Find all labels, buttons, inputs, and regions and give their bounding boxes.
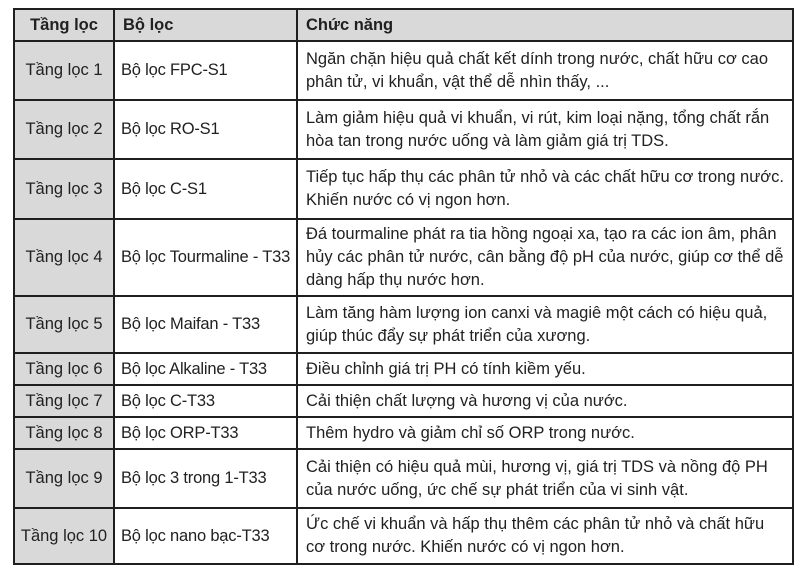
table-row (14, 219, 793, 296)
cell-filter: Bộ lọc C-S1 (114, 159, 297, 219)
cell-function: Cải thiện có hiệu quả mùi, hương vị, giá trị TDS và nồng độ PH của nước uống, ức chế sự phát triển của vi sinh vật. (297, 449, 793, 508)
cell-filter: Bộ lọc FPC-S1 (114, 41, 297, 100)
cell-stage: Tầng lọc 3 (14, 159, 114, 219)
cell-function: Cải thiện chất lượng và hương vị của nước. (297, 385, 793, 417)
cell-stage: Tầng lọc 2 (14, 100, 114, 159)
table-row (14, 508, 793, 564)
table-row (14, 353, 793, 385)
cell-stage: Tầng lọc 9 (14, 449, 114, 508)
cell-function: Đá tourmaline phát ra tia hồng ngoại xa, tạo ra các ion âm, phân hủy các phân tử nước, cân bằng độ pH của nước, giúp cơ thể dễ dàng hấp thụ nước hơn. (297, 219, 793, 296)
cell-filter: Bộ lọc Tourmaline - T33 (114, 219, 297, 296)
cell-stage: Tầng lọc 7 (14, 385, 114, 417)
cell-filter: Bộ lọc C-T33 (114, 385, 297, 417)
table-row (14, 449, 793, 508)
column-header-stage: Tầng lọc (14, 9, 114, 41)
cell-filter: Bộ lọc ORP-T33 (114, 417, 297, 449)
header-row (14, 9, 793, 41)
cell-function: Làm giảm hiệu quả vi khuẩn, vi rút, kim loại nặng, tổng chất rắn hòa tan trong nước uống và làm giảm giá trị TDS. (297, 100, 793, 159)
table-row (14, 296, 793, 353)
column-header-function: Chức năng (297, 9, 793, 41)
cell-filter: Bộ lọc Maifan - T33 (114, 296, 297, 353)
cell-filter: Bộ lọc Alkaline - T33 (114, 353, 297, 385)
filter-stages-table (13, 8, 794, 565)
cell-function: Tiếp tục hấp thụ các phân tử nhỏ và các chất hữu cơ trong nước. Khiến nước có vị ngon hơn. (297, 159, 793, 219)
cell-stage: Tầng lọc 4 (14, 219, 114, 296)
table-row (14, 417, 793, 449)
cell-filter: Bộ lọc 3 trong 1-T33 (114, 449, 297, 508)
filter-stages-table-container (13, 8, 792, 565)
column-header-filter: Bộ lọc (114, 9, 297, 41)
cell-function: Điều chỉnh giá trị PH có tính kiềm yếu. (297, 353, 793, 385)
cell-stage: Tầng lọc 6 (14, 353, 114, 385)
table-row (14, 159, 793, 219)
table-row (14, 385, 793, 417)
cell-filter: Bộ lọc RO-S1 (114, 100, 297, 159)
cell-function: Ức chế vi khuẩn và hấp thụ thêm các phân tử nhỏ và chất hữu cơ trong nước. Khiến nước có vị ngon hơn. (297, 508, 793, 564)
cell-function: Thêm hydro và giảm chỉ số ORP trong nước. (297, 417, 793, 449)
cell-function: Ngăn chặn hiệu quả chất kết dính trong nước, chất hữu cơ cao phân tử, vi khuẩn, vật thể dễ nhìn thấy, ... (297, 41, 793, 100)
cell-filter: Bộ lọc nano bạc-T33 (114, 508, 297, 564)
cell-stage: Tầng lọc 10 (14, 508, 114, 564)
cell-stage: Tầng lọc 5 (14, 296, 114, 353)
table-row (14, 100, 793, 159)
cell-stage: Tầng lọc 8 (14, 417, 114, 449)
cell-function: Làm tăng hàm lượng ion canxi và magiê một cách có hiệu quả, giúp thúc đẩy sự phát triển của xương. (297, 296, 793, 353)
cell-stage: Tầng lọc 1 (14, 41, 114, 100)
table-row (14, 41, 793, 100)
